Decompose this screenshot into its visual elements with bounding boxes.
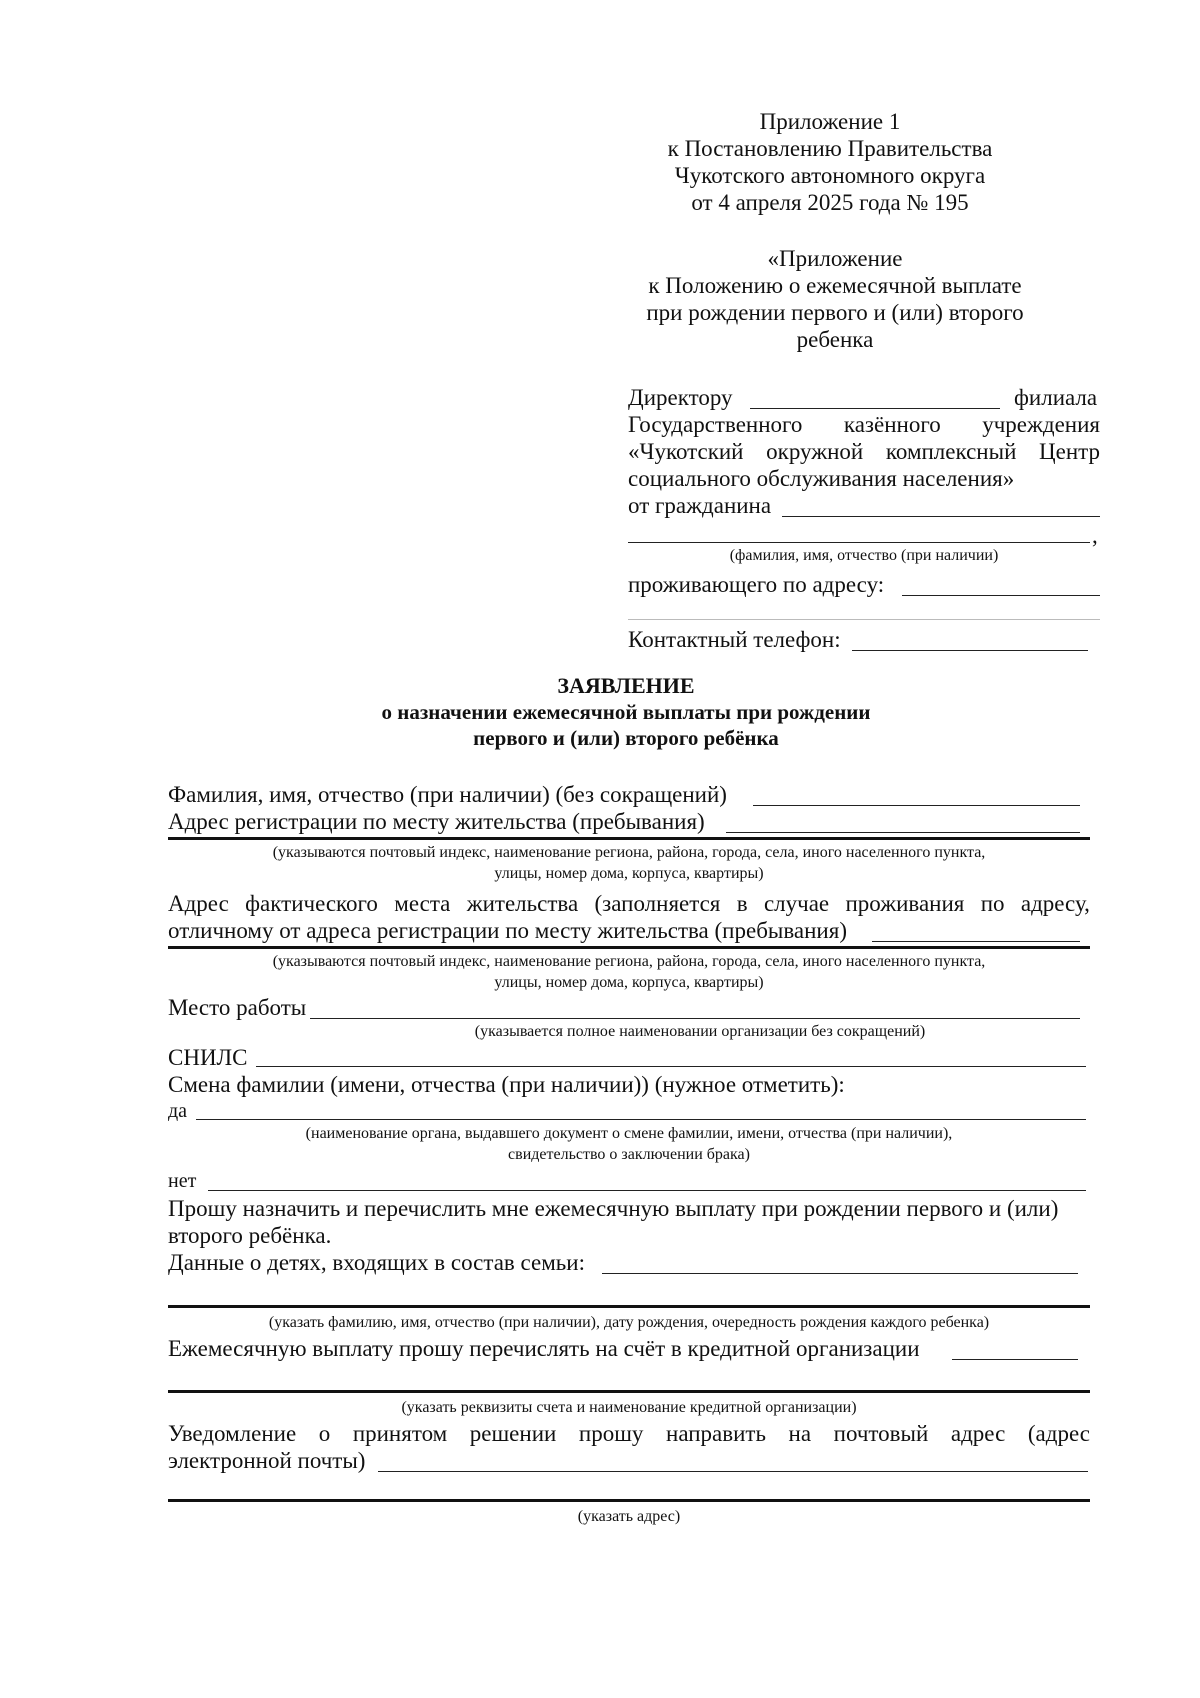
word: по bbox=[980, 891, 1005, 916]
no-field[interactable] bbox=[208, 1190, 1086, 1191]
actual-address-line bbox=[168, 890, 1090, 917]
word: места bbox=[394, 891, 451, 916]
word: «Чукотский bbox=[628, 439, 744, 464]
institution-line bbox=[628, 438, 1100, 465]
word: в bbox=[736, 891, 748, 916]
word: адресу, bbox=[1020, 891, 1090, 916]
comma: , bbox=[1092, 523, 1098, 548]
appendix-line: от 4 апреля 2025 года № 195 bbox=[691, 190, 969, 215]
title-main: ЗАЯВЛЕНИЕ bbox=[557, 673, 695, 698]
registration-field-line[interactable] bbox=[168, 837, 1090, 840]
sub-appendix-line: к Положению о ежемесячной выплате bbox=[648, 273, 1022, 298]
no-label: нет bbox=[168, 1170, 197, 1192]
phone-label: Контактный телефон: bbox=[628, 627, 841, 652]
work-field[interactable] bbox=[310, 1018, 1080, 1019]
transfer-field[interactable] bbox=[952, 1359, 1078, 1360]
word: Центр bbox=[1039, 439, 1100, 464]
word: Уведомление bbox=[168, 1421, 297, 1446]
title-sub: первого и (или) второго ребёнка bbox=[473, 726, 779, 750]
address-caption: (указываются почтовый индекс, наименование региона, района, города, села, иного населенного пункта, bbox=[272, 953, 986, 970]
word: окружной bbox=[766, 439, 864, 464]
address-field[interactable] bbox=[902, 595, 1100, 596]
notify-field-line[interactable] bbox=[168, 1499, 1090, 1502]
sub-appendix-line: «Приложение bbox=[767, 246, 903, 271]
word: почтовый bbox=[833, 1421, 929, 1446]
director-label: Директору bbox=[628, 385, 733, 410]
sub-appendix-line: при рождении первого и (или) второго bbox=[646, 300, 1024, 325]
appendix-line: к Постановлению Правительства bbox=[667, 136, 993, 161]
word: Адрес bbox=[168, 891, 229, 916]
address-label: проживающего по адресу: bbox=[628, 572, 885, 597]
yes-label: да bbox=[168, 1100, 188, 1122]
notify-field[interactable] bbox=[378, 1471, 1088, 1472]
request-text: второго ребёнка. bbox=[168, 1223, 332, 1248]
bank-caption: (указать реквизиты счета и наименование кредитной организации) bbox=[401, 1399, 857, 1416]
notify-line bbox=[168, 1420, 1090, 1447]
citizen-name-field-2[interactable] bbox=[628, 542, 1090, 543]
document-title bbox=[0, 673, 1200, 751]
registration-label: Адрес регистрации по месту жительства (пребывания) bbox=[168, 809, 705, 834]
appendix-header bbox=[660, 108, 1000, 216]
actual-address-field[interactable] bbox=[872, 941, 1080, 942]
work-caption: (указывается полное наименовании организации без сокращений) bbox=[474, 1023, 926, 1040]
institution-line bbox=[628, 411, 1100, 438]
citizen-name-field[interactable] bbox=[782, 516, 1100, 517]
word: комплексный bbox=[885, 439, 1017, 464]
fio-caption: (фамилия, имя, отчество (при наличии) bbox=[729, 547, 999, 564]
snils-label: СНИЛС bbox=[168, 1045, 248, 1070]
word: (адрес bbox=[1027, 1421, 1090, 1446]
address-field-2[interactable] bbox=[628, 619, 1100, 620]
request-text: Прошу назначить и перечислить мне ежемесячную выплату при рождении первого и (или) bbox=[168, 1196, 1059, 1221]
address-caption: (указываются почтовый индекс, наименование региона, района, города, села, иного населенного пункта, bbox=[272, 844, 986, 861]
word: о bbox=[318, 1421, 331, 1446]
word: жительства bbox=[466, 891, 579, 916]
yes-caption: (наименование органа, выдавшего документ о смене фамилии, имени, отчества (при наличии), bbox=[305, 1125, 953, 1142]
actual-address-label: отличному от адреса регистрации по месту жительства (пребывания) bbox=[168, 918, 847, 943]
from-citizen-label: от гражданина bbox=[628, 493, 772, 518]
children-field-line[interactable] bbox=[168, 1305, 1090, 1308]
word: фактического bbox=[245, 891, 378, 916]
sub-appendix bbox=[645, 245, 1025, 353]
word: Государственного bbox=[628, 412, 803, 437]
address-caption-final: (указать адрес) bbox=[577, 1508, 681, 1525]
word: адрес bbox=[950, 1421, 1006, 1446]
fio-label: Фамилия, имя, отчество (при наличии) (без сокращений) bbox=[168, 782, 727, 807]
appendix-line: Чукотского автономного округа bbox=[674, 163, 986, 188]
phone-field[interactable] bbox=[852, 650, 1088, 651]
yes-caption: свидетельство о заключении брака) bbox=[508, 1146, 750, 1163]
institution-line: социального обслуживания населения» bbox=[628, 466, 1015, 491]
actual-address-field-line[interactable] bbox=[168, 946, 1090, 949]
snils-field[interactable] bbox=[256, 1066, 1086, 1067]
word: принятом bbox=[352, 1421, 448, 1446]
sub-appendix-line: ребенка bbox=[796, 327, 874, 352]
name-change-label: Смена фамилии (имени, отчества (при наличии)) (нужное отметить): bbox=[168, 1072, 845, 1097]
director-name-field[interactable] bbox=[750, 408, 1000, 409]
title-sub: о назначении ежемесячной выплаты при рождении bbox=[381, 700, 871, 724]
bank-field-line[interactable] bbox=[168, 1390, 1090, 1393]
yes-field[interactable] bbox=[196, 1119, 1086, 1120]
notify-label: электронной почты) bbox=[168, 1448, 366, 1473]
word: прошу bbox=[578, 1421, 644, 1446]
children-label: Данные о детях, входящих в состав семьи: bbox=[168, 1250, 585, 1275]
fio-field[interactable] bbox=[753, 805, 1080, 806]
address-caption: улицы, номер дома, корпуса, квартиры) bbox=[494, 974, 764, 991]
word: на bbox=[788, 1421, 812, 1446]
address-caption: улицы, номер дома, корпуса, квартиры) bbox=[494, 865, 764, 882]
word: направить bbox=[666, 1421, 766, 1446]
transfer-label: Ежемесячную выплату прошу перечислять на счёт в кредитной организации bbox=[168, 1336, 920, 1361]
work-label: Место работы bbox=[168, 995, 307, 1020]
children-field[interactable] bbox=[602, 1273, 1078, 1274]
children-caption: (указать фамилию, имя, отчество (при наличии), дату рождения, очередность рождения каждого ребенка) bbox=[268, 1314, 990, 1331]
appendix-line: Приложение 1 bbox=[759, 109, 901, 134]
word: проживания bbox=[845, 891, 965, 916]
director-suffix: филиала bbox=[1014, 385, 1098, 410]
word: казённого bbox=[843, 412, 941, 437]
word: (заполняется bbox=[594, 891, 721, 916]
word: учреждения bbox=[982, 412, 1100, 437]
word: случае bbox=[763, 891, 830, 916]
registration-field[interactable] bbox=[726, 832, 1080, 833]
word: решении bbox=[469, 1421, 557, 1446]
